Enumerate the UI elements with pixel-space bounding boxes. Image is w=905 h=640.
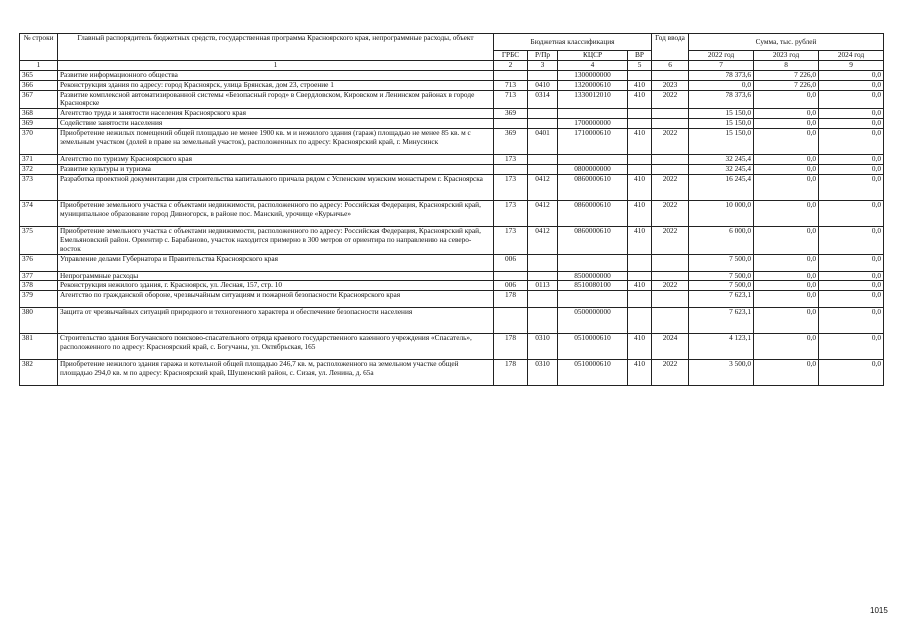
table-row	[20, 226, 884, 254]
row-number-cell: 374	[20, 200, 58, 226]
row-grbs-cell: 369	[494, 109, 528, 119]
row-year-cell	[652, 155, 689, 165]
row-number-cell: 380	[20, 308, 58, 334]
table-row	[20, 165, 884, 175]
row-number-cell: 378	[20, 281, 58, 291]
row-rpr-cell	[528, 254, 558, 271]
header-year: Год ввода	[652, 34, 689, 61]
row-sum-2024-cell: 0,0	[819, 200, 884, 226]
row-sum-2022-cell: 78 373,6	[689, 90, 754, 109]
row-kcsr-cell	[558, 291, 628, 308]
row-rpr-cell	[528, 291, 558, 308]
row-year-cell: 2022	[652, 129, 689, 155]
row-sum-2022-cell: 3 500,0	[689, 360, 754, 386]
row-kcsr-cell	[558, 109, 628, 119]
row-name-cell: Агентство по туризму Красноярского края	[58, 155, 494, 165]
row-name-cell: Реконструкция нежилого здания, г. Красноярск, ул. Лесная, 157, стр. 10	[58, 281, 494, 291]
row-sum-2022-cell: 15 150,0	[689, 129, 754, 155]
row-number-cell: 381	[20, 334, 58, 360]
row-kcsr-cell: 8500000000	[558, 271, 628, 281]
row-vr-cell: 410	[628, 174, 652, 200]
row-sum-2024-cell: 0,0	[819, 70, 884, 80]
row-name-cell: Приобретение земельного участка с объектами недвижимости, расположенного по адресу: Российская Федерация, Красноярский край, Емельяновский район. Ориентир с. Барабаново, участок находится примерно в 300 метров от ориентира по направлению на северо-восток	[58, 226, 494, 254]
row-sum-2022-cell: 0,0	[689, 80, 754, 90]
row-grbs-cell	[494, 271, 528, 281]
row-year-cell: 2024	[652, 334, 689, 360]
row-name-cell: Агентство труда и занятости населения Красноярского края	[58, 109, 494, 119]
table-row	[20, 70, 884, 80]
row-sum-2023-cell: 0,0	[754, 119, 819, 129]
row-sum-2023-cell: 0,0	[754, 271, 819, 281]
row-year-cell: 2022	[652, 200, 689, 226]
row-grbs-cell: 006	[494, 254, 528, 271]
page-number: 1015	[870, 606, 888, 615]
row-vr-cell: 410	[628, 129, 652, 155]
row-year-cell: 2022	[652, 90, 689, 109]
row-number-cell: 369	[20, 119, 58, 129]
row-grbs-cell: 369	[494, 129, 528, 155]
row-grbs-cell: 173	[494, 226, 528, 254]
row-year-cell: 2022	[652, 226, 689, 254]
index-cell: 9	[819, 60, 884, 70]
row-rpr-cell	[528, 70, 558, 80]
row-sum-2022-cell: 7 623,1	[689, 308, 754, 334]
index-cell: 6	[652, 60, 689, 70]
row-sum-2024-cell: 0,0	[819, 334, 884, 360]
row-sum-2024-cell: 0,0	[819, 80, 884, 90]
row-number-cell: 367	[20, 90, 58, 109]
row-year-cell	[652, 165, 689, 175]
index-cell: 5	[628, 60, 652, 70]
row-sum-2022-cell: 32 245,4	[689, 165, 754, 175]
row-year-cell: 2022	[652, 281, 689, 291]
row-rpr-cell: 0113	[528, 281, 558, 291]
row-sum-2022-cell: 15 150,0	[689, 109, 754, 119]
row-year-cell	[652, 271, 689, 281]
row-number-cell: 370	[20, 129, 58, 155]
index-cell: 4	[558, 60, 628, 70]
row-name-cell: Развитие информационного общества	[58, 70, 494, 80]
index-cell: 2	[494, 60, 528, 70]
row-name-cell: Управление делами Губернатора и Правительства Красноярского края	[58, 254, 494, 271]
row-sum-2023-cell: 0,0	[754, 90, 819, 109]
header-name: Главный распорядитель бюджетных средств, государственная программа Красноярского края, непрограммные расходы, объект	[58, 34, 494, 61]
row-grbs-cell: 178	[494, 334, 528, 360]
row-vr-cell: 410	[628, 281, 652, 291]
table-row	[20, 360, 884, 386]
row-sum-2023-cell: 7 226,0	[754, 80, 819, 90]
header-budget-classification: Бюджетная классификация	[494, 34, 652, 51]
row-sum-2023-cell: 0,0	[754, 334, 819, 360]
header-vr: ВР	[628, 51, 652, 61]
row-year-cell	[652, 119, 689, 129]
row-year-cell: 2022	[652, 360, 689, 386]
row-vr-cell: 410	[628, 80, 652, 90]
row-kcsr-cell: 1320000610	[558, 80, 628, 90]
row-year-cell	[652, 70, 689, 80]
row-grbs-cell: 173	[494, 174, 528, 200]
row-number-cell: 366	[20, 80, 58, 90]
row-sum-2023-cell: 0,0	[754, 155, 819, 165]
row-rpr-cell: 0412	[528, 226, 558, 254]
table-row	[20, 254, 884, 271]
header-grbs: ГРБС	[494, 51, 528, 61]
table-body	[20, 70, 884, 386]
row-grbs-cell	[494, 70, 528, 80]
row-name-cell: Непрограммные расходы	[58, 271, 494, 281]
table-row	[20, 200, 884, 226]
row-sum-2023-cell: 0,0	[754, 291, 819, 308]
row-kcsr-cell: 0860000610	[558, 174, 628, 200]
row-name-cell: Защита от чрезвычайных ситуаций природного и техногенного характера и обеспечение безопасности населения	[58, 308, 494, 334]
row-kcsr-cell: 1300000000	[558, 70, 628, 80]
row-kcsr-cell	[558, 254, 628, 271]
row-sum-2024-cell: 0,0	[819, 271, 884, 281]
row-year-cell	[652, 291, 689, 308]
row-sum-2022-cell: 16 245,4	[689, 174, 754, 200]
header-2024: 2024 год	[819, 51, 884, 61]
row-sum-2022-cell: 32 245,4	[689, 155, 754, 165]
header-rpr: Р/Пр	[528, 51, 558, 61]
row-sum-2022-cell: 10 000,0	[689, 200, 754, 226]
row-name-cell: Приобретение земельного участка с объектами недвижимости, расположенного по адресу: Российская Федерация, Красноярский край, муниципальное образование город Дивногорск, в районе пос. Манский, урочище «Курьичье»	[58, 200, 494, 226]
row-sum-2023-cell: 0,0	[754, 129, 819, 155]
row-sum-2024-cell: 0,0	[819, 254, 884, 271]
row-kcsr-cell: 0510000610	[558, 334, 628, 360]
row-vr-cell: 410	[628, 200, 652, 226]
header-kcsr: КЦСР	[558, 51, 628, 61]
row-vr-cell	[628, 271, 652, 281]
row-name-cell: Развитие комплексной автоматизированной системы «Безопасный город» в Свердловском, Кировском и Ленинском районах в городе Красноярске	[58, 90, 494, 109]
row-kcsr-cell: 0510000610	[558, 360, 628, 386]
row-rpr-cell	[528, 155, 558, 165]
header-sum: Сумма, тыс. рублей	[689, 34, 884, 51]
row-sum-2023-cell: 0,0	[754, 254, 819, 271]
row-sum-2023-cell: 0,0	[754, 308, 819, 334]
index-cell: 7	[689, 60, 754, 70]
row-sum-2024-cell: 0,0	[819, 129, 884, 155]
row-grbs-cell: 713	[494, 80, 528, 90]
row-vr-cell: 410	[628, 226, 652, 254]
row-vr-cell	[628, 254, 652, 271]
row-grbs-cell: 713	[494, 90, 528, 109]
table-row	[20, 271, 884, 281]
index-cell: 1	[20, 60, 58, 70]
row-sum-2023-cell: 0,0	[754, 360, 819, 386]
table-row	[20, 308, 884, 334]
row-number-cell: 375	[20, 226, 58, 254]
row-kcsr-cell: 0500000000	[558, 308, 628, 334]
row-rpr-cell: 0310	[528, 360, 558, 386]
row-number-cell: 371	[20, 155, 58, 165]
row-name-cell: Разработка проектной документации для строительства капитального причала рядом с Успенским мужским монастырем г. Красноярска	[58, 174, 494, 200]
row-rpr-cell: 0410	[528, 80, 558, 90]
row-name-cell: Строительство здания Богучанского поисково-спасательного отряда краевого государственного казенного учреждения «Спасатель», расположенного по адресу: Красноярский край, с. Богучаны, ул. Октябрьская, 165	[58, 334, 494, 360]
row-rpr-cell: 0401	[528, 129, 558, 155]
row-sum-2024-cell: 0,0	[819, 308, 884, 334]
row-number-cell: 379	[20, 291, 58, 308]
row-sum-2023-cell: 0,0	[754, 200, 819, 226]
row-sum-2022-cell: 7 500,0	[689, 271, 754, 281]
row-sum-2022-cell: 7 500,0	[689, 254, 754, 271]
row-rpr-cell	[528, 109, 558, 119]
budget-table	[19, 33, 884, 386]
row-year-cell: 2022	[652, 174, 689, 200]
header-row-number: № строки	[20, 34, 58, 61]
row-grbs-cell: 178	[494, 291, 528, 308]
row-name-cell: Развитие культуры и туризма	[58, 165, 494, 175]
row-sum-2024-cell: 0,0	[819, 90, 884, 109]
row-number-cell: 373	[20, 174, 58, 200]
index-cell: 1	[58, 60, 494, 70]
table-row	[20, 90, 884, 109]
row-sum-2023-cell: 7 226,0	[754, 70, 819, 80]
row-sum-2024-cell: 0,0	[819, 291, 884, 308]
row-rpr-cell	[528, 119, 558, 129]
row-kcsr-cell: 0800000000	[558, 165, 628, 175]
row-sum-2024-cell: 0,0	[819, 281, 884, 291]
table-row	[20, 291, 884, 308]
index-cell: 8	[754, 60, 819, 70]
row-sum-2022-cell: 4 123,1	[689, 334, 754, 360]
row-sum-2022-cell: 7 500,0	[689, 281, 754, 291]
row-name-cell: Реконструкция здания по адресу: город Красноярск, улица Брянская, дом 23, строение 1	[58, 80, 494, 90]
row-rpr-cell: 0314	[528, 90, 558, 109]
row-grbs-cell: 178	[494, 360, 528, 386]
row-grbs-cell: 173	[494, 155, 528, 165]
row-kcsr-cell	[558, 155, 628, 165]
row-vr-cell	[628, 70, 652, 80]
row-vr-cell	[628, 308, 652, 334]
row-rpr-cell	[528, 308, 558, 334]
row-kcsr-cell: 1330012010	[558, 90, 628, 109]
table-row	[20, 129, 884, 155]
row-sum-2023-cell: 0,0	[754, 109, 819, 119]
row-kcsr-cell: 0860000610	[558, 200, 628, 226]
row-vr-cell	[628, 155, 652, 165]
row-vr-cell	[628, 119, 652, 129]
row-grbs-cell: 006	[494, 281, 528, 291]
row-sum-2024-cell: 0,0	[819, 165, 884, 175]
row-sum-2024-cell: 0,0	[819, 226, 884, 254]
row-rpr-cell	[528, 165, 558, 175]
row-sum-2022-cell: 6 000,0	[689, 226, 754, 254]
row-grbs-cell	[494, 165, 528, 175]
header-2023: 2023 год	[754, 51, 819, 61]
table-row	[20, 155, 884, 165]
index-cell: 3	[528, 60, 558, 70]
table-row	[20, 109, 884, 119]
row-name-cell: Приобретение нежилых помещений общей площадью не менее 1900 кв. м и нежилого здания (гараж) площадью не менее 85 кв. м с земельным участком (долей в праве на земельный участок), расположенных по адресу: Красноярский край, г. Минусинск	[58, 129, 494, 155]
row-sum-2022-cell: 15 150,0	[689, 119, 754, 129]
row-number-cell: 372	[20, 165, 58, 175]
row-rpr-cell: 0412	[528, 200, 558, 226]
row-number-cell: 376	[20, 254, 58, 271]
row-vr-cell	[628, 291, 652, 308]
row-grbs-cell	[494, 308, 528, 334]
row-kcsr-cell: 1710000610	[558, 129, 628, 155]
row-rpr-cell	[528, 271, 558, 281]
row-year-cell	[652, 109, 689, 119]
row-number-cell: 377	[20, 271, 58, 281]
row-rpr-cell: 0310	[528, 334, 558, 360]
row-year-cell	[652, 254, 689, 271]
row-sum-2023-cell: 0,0	[754, 165, 819, 175]
row-number-cell: 368	[20, 109, 58, 119]
row-kcsr-cell: 0860000610	[558, 226, 628, 254]
row-sum-2024-cell: 0,0	[819, 155, 884, 165]
row-rpr-cell: 0412	[528, 174, 558, 200]
header-index-row	[20, 60, 884, 70]
row-grbs-cell	[494, 119, 528, 129]
row-grbs-cell: 173	[494, 200, 528, 226]
row-year-cell	[652, 308, 689, 334]
header-2022: 2022 год	[689, 51, 754, 61]
row-kcsr-cell: 8510080100	[558, 281, 628, 291]
row-vr-cell: 410	[628, 334, 652, 360]
row-sum-2022-cell: 7 623,1	[689, 291, 754, 308]
row-sum-2023-cell: 0,0	[754, 226, 819, 254]
table-row	[20, 80, 884, 90]
row-sum-2023-cell: 0,0	[754, 281, 819, 291]
row-sum-2024-cell: 0,0	[819, 174, 884, 200]
row-vr-cell: 410	[628, 360, 652, 386]
row-name-cell: Агентство по гражданской обороне, чрезвычайным ситуациям и пожарной безопасности Красноярского края	[58, 291, 494, 308]
row-vr-cell	[628, 109, 652, 119]
row-sum-2022-cell: 78 373,6	[689, 70, 754, 80]
row-sum-2024-cell: 0,0	[819, 109, 884, 119]
table-row	[20, 174, 884, 200]
row-name-cell: Содействие занятости населения	[58, 119, 494, 129]
table-row	[20, 119, 884, 129]
row-year-cell: 2023	[652, 80, 689, 90]
table-row	[20, 334, 884, 360]
row-sum-2023-cell: 0,0	[754, 174, 819, 200]
table-row	[20, 281, 884, 291]
row-number-cell: 382	[20, 360, 58, 386]
row-kcsr-cell: 1700000000	[558, 119, 628, 129]
row-vr-cell	[628, 165, 652, 175]
row-sum-2024-cell: 0,0	[819, 119, 884, 129]
row-number-cell: 365	[20, 70, 58, 80]
row-sum-2024-cell: 0,0	[819, 360, 884, 386]
row-vr-cell: 410	[628, 90, 652, 109]
row-name-cell: Приобретение нежилого здания гаража и котельной общей площадью 246,7 кв. м, расположенного на земельном участке общей площадью 294,0 кв. м по адресу: Красноярский край, Шушенский район, с. Сизая, ул. Ленина, д. 65а	[58, 360, 494, 386]
